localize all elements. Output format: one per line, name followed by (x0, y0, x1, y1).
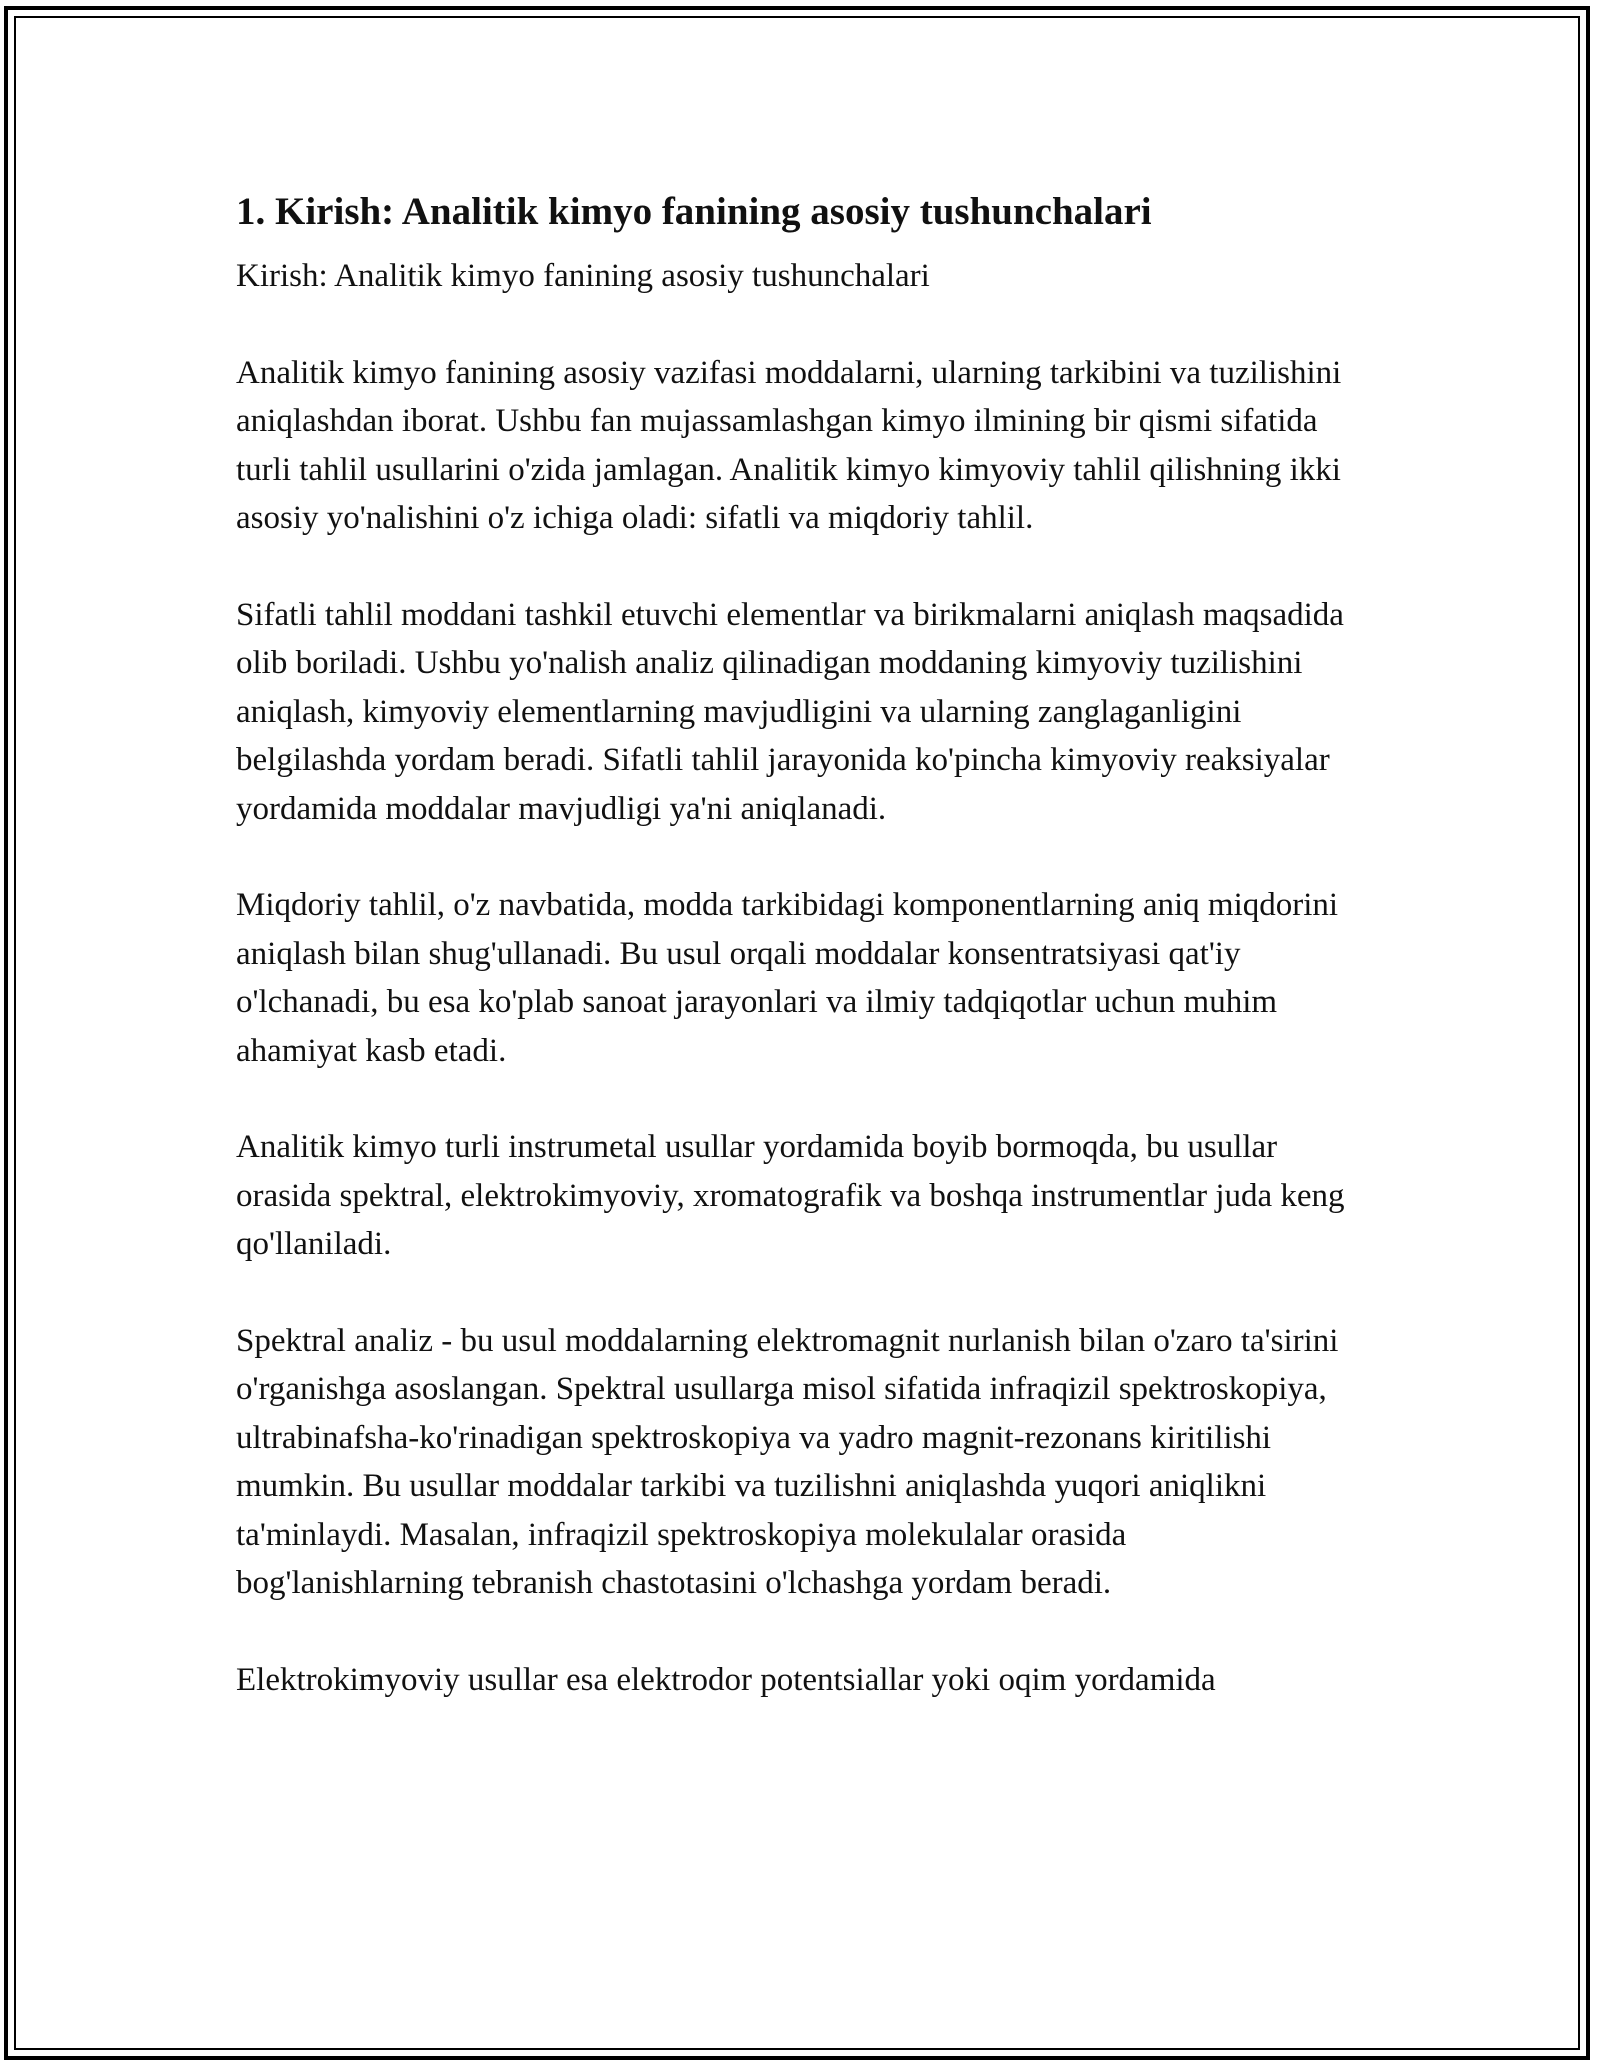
paragraph-analytical-chemistry-task: Analitik kimyo fanining asosiy vazifasi moddalarni, ularning tarkibini va tuzilishini aniqlashdan iborat. Ushbu fan mujassamlashgan kimyo ilmining bir qismi sifatida turli tahlil usullarini o'zida jamlagan. Analitik kimyo kimyoviy tahlil qilishning ikki asosiy yo'nalishini o'z ichiga oladi: sifatli va miqdoriy tahlil. (236, 354, 1342, 536)
paragraph-spectral-analysis: Spektral analiz - bu usul moddalarning elektromagnit nurlanish bilan o'zaro ta'sirini o'rganishga asoslangan. Spektral usullarga misol sifatida infraqizil spektroskopiya, ultrabinafsha-ko'rinadigan spektroskopiya va yadro magnit-rezonans kiritilishi mumkin. Bu usullar moddalar tarkibi va tuzilishni aniqlashda yuqori aniqlikni ta'minlaydi. Masalan, infraqizil spektroskopiya molekulalar orasida bog'lanishlarning tebranish chastotasini o'lchashga yordam beradi. (236, 1322, 1339, 1601)
paragraph-instrumental-methods: Analitik kimyo turli instrumetal usullar yordamida boyib bormoqda, bu usullar orasida spektral, elektrokimyoviy, xromatografik va boshqa instrumentlar juda keng qo'llaniladi. (236, 1129, 1345, 1262)
document-body (236, 184, 1356, 1752)
paragraph-quantitative-analysis: Miqdoriy tahlil, o'z navbatida, modda tarkibidagi komponentlarning aniq miqdorini aniqlash bilan shug'ullanadi. Bu usul orqali moddalar konsentratsiyasi qat'iy o'lchanadi, bu esa ko'plab sanoat jarayonlari va ilmiy tadqiqotlar uchun muhim ahamiyat kasb etadi. (236, 887, 1339, 1069)
section-heading: 1. Kirish: Analitik kimyo fanining asosiy tushunchalari (236, 190, 1152, 233)
paragraph-qualitative-analysis: Sifatli tahlil moddani tashkil etuvchi elementlar va birikmalarni aniqlash maqsadida olib boriladi. Ushbu yo'nalish analiz qilinadigan moddaning kimyoviy tuzilishini aniqlash, kimyoviy elementlarning mavjudligini va ularning zanglaganligini belgilashda yordam beradi. Sifatli tahlil jarayonida ko'pincha kimyoviy reaksiyalar yordamida moddalar mavjudligi ya'ni aniqlanadi. (236, 596, 1344, 827)
paragraph-electrochemical-methods: Elektrokimyoviy usullar esa elektrodor potentsiallar yoki oqim yordamida (236, 1661, 1216, 1698)
intro-subtitle: Kirish: Analitik kimyo fanining asosiy tushunchalari (236, 258, 930, 294)
